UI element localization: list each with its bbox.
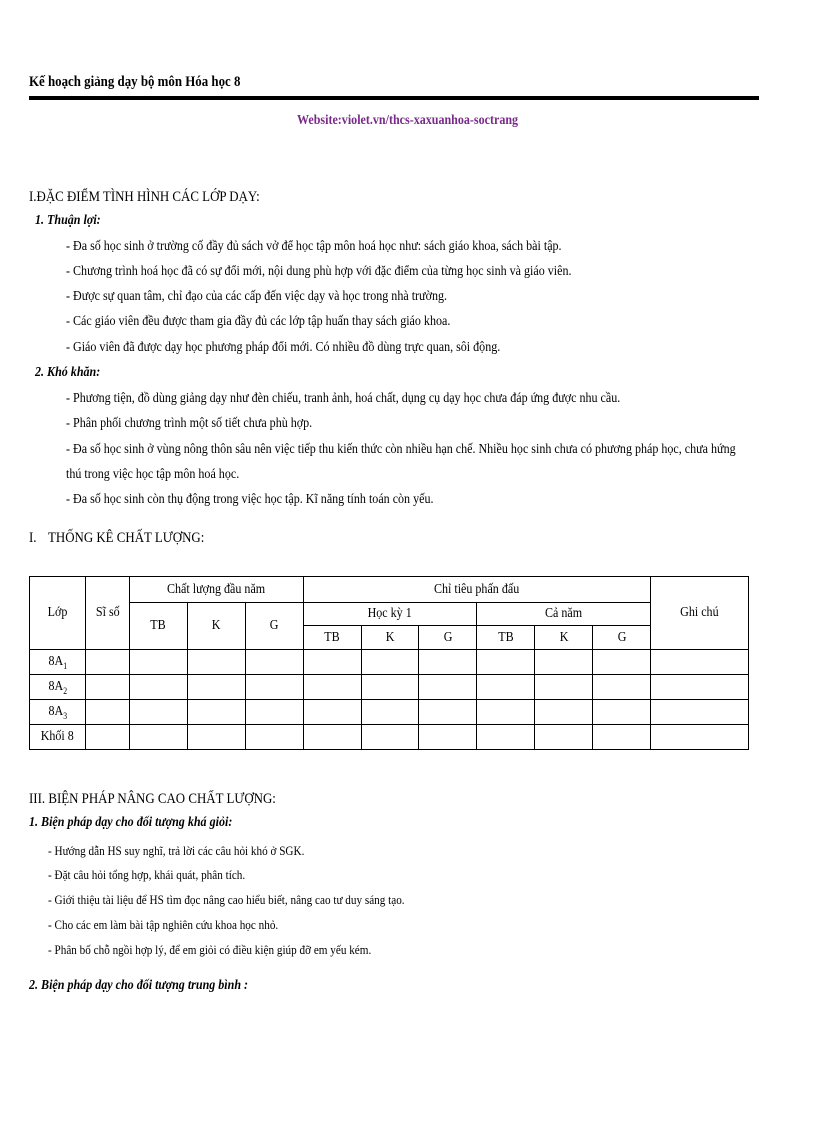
header-ca-nam-tb: TB: [477, 626, 535, 650]
header-divider: [29, 96, 759, 100]
table-row: [30, 725, 749, 750]
header-hoc-ky-1: Học kỳ 1: [303, 603, 477, 626]
header-ca-nam: Cả năm: [477, 603, 651, 626]
advantage-item: - Chương trình hoá học đã có sự đổi mới, nội dung phù hợp với đặc điểm của từng học sinh và giáo viên.: [66, 264, 572, 279]
table-row: [30, 700, 749, 725]
section-3-sub-2-title: 2. Biện pháp dạy cho đối tượng trung bình :: [29, 978, 249, 993]
section-1-sub-2-title: 2. Khó khăn:: [35, 365, 101, 380]
section-2-number: I.: [29, 530, 37, 546]
strategy-item: - Hướng dẫn HS suy nghĩ, trả lời các câu hỏi khó ở SGK.: [48, 843, 305, 858]
section-3-sub-1-title: 1. Biện pháp dạy cho đối tượng khá giỏi:: [29, 815, 233, 830]
section-2-title: THỐNG KÊ CHẤT LƯỢNG:: [48, 530, 205, 546]
difficulty-item: thú trong việc học tập môn hoá học.: [66, 467, 240, 482]
header-chi-tieu-phan-dau: Chỉ tiêu phấn đấu: [303, 577, 650, 603]
table-row: [30, 675, 749, 700]
document-header-title: Kế hoạch giảng dạy bộ môn Hóa học 8: [29, 74, 241, 90]
strategy-item: - Phân bố chỗ ngồi hợp lý, để em giỏi có điều kiện giúp đỡ em yếu kém.: [48, 942, 372, 957]
difficulty-item: - Đa số học sinh còn thụ động trong việc học tập. Kĩ năng tính toán còn yếu.: [66, 492, 434, 507]
strategy-item: - Đặt câu hỏi tổng hợp, khái quát, phân tích.: [48, 867, 246, 882]
header-dau-nam-k: K: [187, 603, 245, 650]
header-chat-luong-dau-nam: Chất lượng đầu năm: [129, 577, 303, 603]
header-dau-nam-g: G: [245, 603, 303, 650]
section-3-title: III. BIỆN PHÁP NÂNG CAO CHẤT LƯỢNG:: [29, 791, 276, 807]
difficulty-item: - Đa số học sinh ở vùng nông thôn sâu nên việc tiếp thu kiến thức còn nhiều hạn chế. Nhiều học sinh chưa có phương pháp học, chưa hứng: [66, 442, 736, 457]
header-hk1-g: G: [419, 626, 477, 650]
header-si-so: Sĩ số: [85, 577, 129, 650]
difficulty-item: - Phân phối chương trình một số tiết chưa phù hợp.: [66, 416, 313, 431]
class-cell: Khối 8: [30, 725, 86, 750]
section-1-title: I.ĐẶC ĐIỂM TÌNH HÌNH CÁC LỚP DẠY:: [29, 189, 260, 205]
header-hk1-k: K: [361, 626, 419, 650]
header-ghi-chu: Ghi chú: [651, 577, 749, 650]
strategy-item: - Giới thiệu tài liệu để HS tìm đọc nâng cao hiểu biết, nâng cao tư duy sáng tạo.: [48, 892, 405, 907]
class-cell: $8A_1$: [30, 650, 86, 675]
advantage-item: - Các giáo viên đều được tham gia đầy đủ các lớp tập huấn thay sách giáo khoa.: [66, 314, 451, 329]
quality-statistics-table: [29, 576, 749, 750]
table-row: [30, 650, 749, 675]
class-cell: $8A_2$: [30, 675, 86, 700]
header-ca-nam-k: K: [535, 626, 593, 650]
class-cell: $8A_3$: [30, 700, 86, 725]
advantage-item: - Đa số học sinh ở trường cố đầy đủ sách vở để học tập môn hoá học như: sách giáo khoa, sách bài tập.: [66, 239, 562, 254]
advantage-item: - Được sự quan tâm, chỉ đạo của các cấp đến việc dạy và học trong nhà trường.: [66, 289, 448, 304]
difficulty-item: - Phương tiện, đồ dùng giảng dạy như đèn chiếu, tranh ảnh, hoá chất, dụng cụ dạy học chưa đáp ứng được nhu cầu.: [66, 391, 621, 406]
header-ca-nam-g: G: [593, 626, 651, 650]
strategy-item: - Cho các em làm bài tập nghiên cứu khoa học nhỏ.: [48, 917, 279, 932]
advantage-item: - Giáo viên đã được dạy học phương pháp đổi mới. Có nhiều đồ dùng trực quan, sôi động.: [66, 340, 501, 355]
header-dau-nam-tb: TB: [129, 603, 187, 650]
header-lop: Lớp: [30, 577, 86, 650]
website-link[interactable]: Website:violet.vn/thcs-xaxuanhoa-soctrang: [297, 113, 519, 128]
section-1-sub-1-title: 1. Thuận lợi:: [35, 213, 101, 228]
header-hk1-tb: TB: [303, 626, 361, 650]
